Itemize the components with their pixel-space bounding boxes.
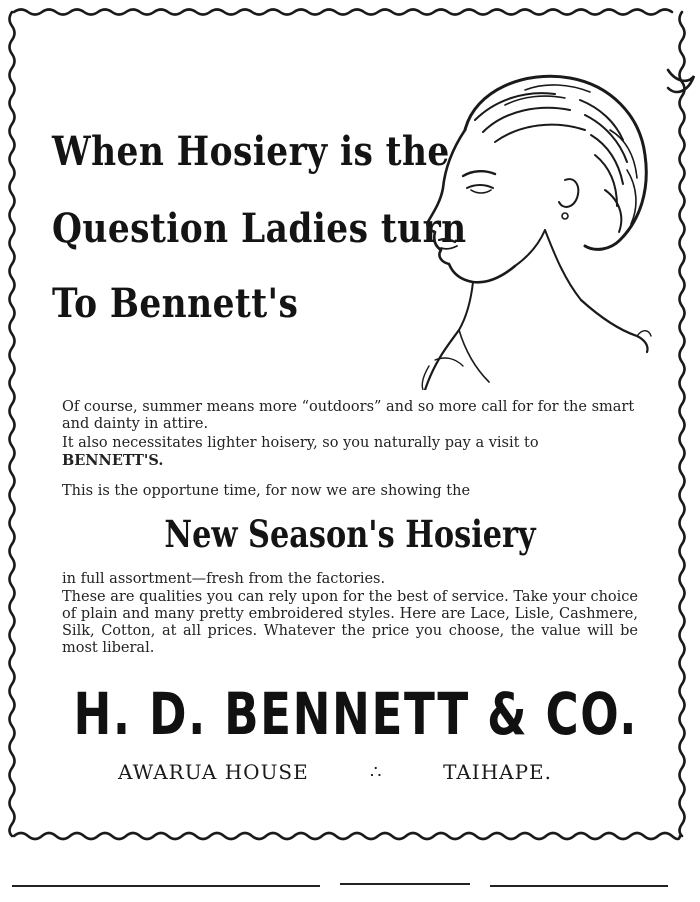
company-name: H. D. BENNETT & CO.	[73, 680, 638, 748]
address-town: TAIHAPE.	[443, 760, 552, 784]
border-top	[14, 10, 672, 15]
border-left	[10, 12, 15, 836]
address-house: AWARUA HOUSE	[118, 760, 309, 784]
opportune-paragraph: This is the opportune time, for now we are showing the	[62, 483, 471, 499]
woman-portrait-illustration	[405, 60, 655, 390]
bennetts-callout: BENNETT'S.	[62, 452, 164, 469]
visit-text: It also necessitates lighter hoisery, so you naturally pay a visit to	[62, 435, 539, 451]
new-season-hosiery-heading: New Season's Hosiery	[164, 512, 536, 556]
headline-line-1: When Hosiery is the	[52, 128, 450, 175]
border-bottom	[14, 833, 680, 839]
qualities-paragraph: These are qualities you can rely upon for the best of service. Take your choice of plain and many pretty embroidered styles. Here are Lace, Lisle, Cashmere, Silk, Cotton, at all prices. Whatever the price you choose, the value will be most liberal.	[62, 589, 638, 656]
headline-line-3: To Bennett's	[52, 280, 299, 327]
headline-line-2: Question Ladies turn	[52, 205, 467, 252]
address-row	[118, 760, 552, 788]
border-right	[680, 12, 685, 836]
assortment-line: in full assortment—fresh from the factories.	[62, 571, 386, 587]
corner-ornament	[668, 70, 694, 92]
visit-paragraph	[62, 435, 638, 469]
address-separator: ∴	[370, 762, 382, 783]
intro-paragraph: Of course, summer means more “outdoors” and so more call for for the smart and dainty in attire.	[62, 399, 635, 432]
